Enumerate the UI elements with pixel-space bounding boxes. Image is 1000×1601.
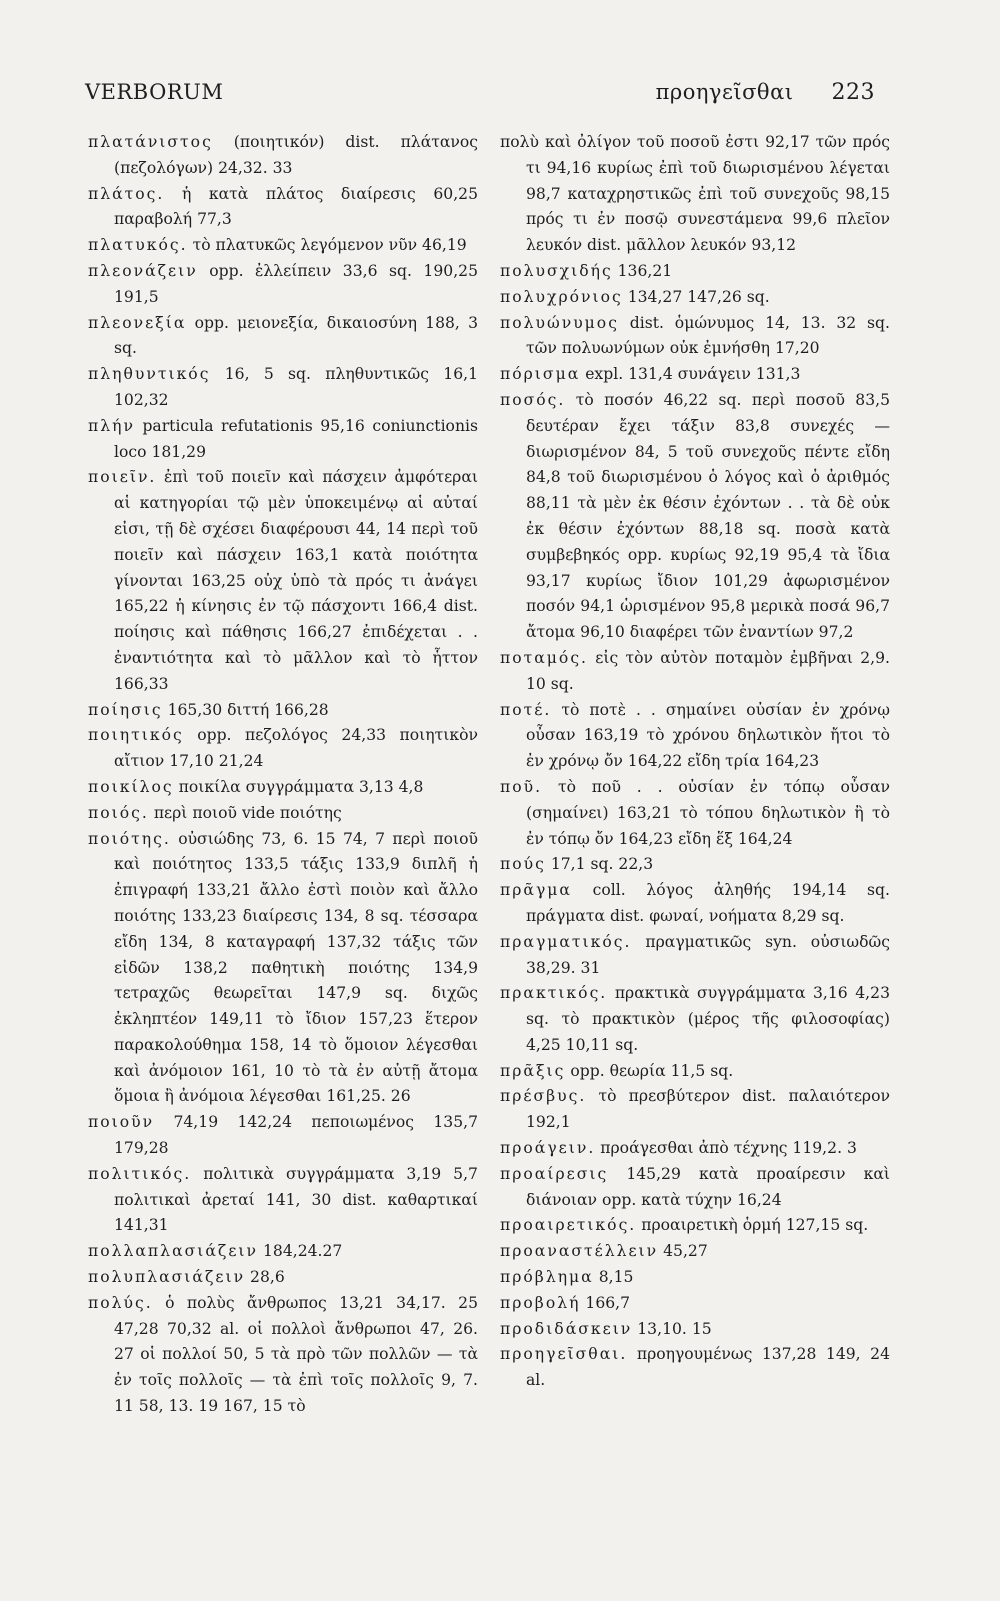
entry-lemma: ποταμός. bbox=[500, 648, 589, 667]
index-entry bbox=[500, 698, 890, 775]
entry-text: 74,19 142,24 πεποιωμένος 135,7 179,28 bbox=[114, 1113, 478, 1158]
entry-lemma: πόρισμα bbox=[500, 365, 581, 384]
entry-text: 16, 5 sq. πληθυντικῶς 16,1 102,32 bbox=[114, 365, 479, 409]
entry-lemma: πολιτικός. bbox=[88, 1164, 192, 1183]
entry-lemma: πλεονάζειν bbox=[88, 261, 198, 280]
entry-text: (ποιητικόν) dist. πλάτανος (πεζολόγων) 24,32. 33 bbox=[114, 133, 478, 177]
entry-text: ἐπὶ τοῦ ποιεῖν καὶ πάσχειν ἀμφότεραι αἱ κατηγορίαι τῷ μὲν ὑποκειμένῳ αἱ αὐταί εἰσι, τῇ δὲ σχέσει διαφέρουσι 44, 14 περὶ τοῦ ποιεῖν καὶ πάσχειν 163,1 κατὰ ποιότητα γίνονται 163,25 οὐχ ὑπὸ τὰ πρός τι ἀνάγει 165,22 ἡ κίνησις ἐν τῷ πάσχοντι 166,4 dist. ποίησις καὶ πάθησις 166,27 ἐπιδέχεται . . ἐναντιότητα καὶ τὸ μᾶλλον καὶ τὸ ἧττον 166,33 bbox=[114, 468, 478, 693]
index-entry bbox=[88, 1291, 478, 1420]
right-column bbox=[500, 130, 890, 1394]
entry-text: expl. 131,4 συνάγειν 131,3 bbox=[585, 365, 801, 384]
index-entry bbox=[500, 259, 890, 285]
index-entry bbox=[88, 1265, 478, 1291]
entry-text: particula refutationis 95,16 coniunctionis loco 181,29 bbox=[114, 416, 478, 461]
entry-lemma: πρακτικός. bbox=[500, 984, 608, 1003]
index-entry bbox=[500, 1059, 890, 1085]
entry-lemma: πολυώνυμος bbox=[500, 313, 619, 332]
entry-text: εἰς τὸν αὐτὸν ποταμὸν ἐμβῆναι 2,9. 10 sq. bbox=[526, 648, 890, 693]
entry-lemma: ποσός. bbox=[500, 390, 566, 409]
index-entry bbox=[88, 1110, 478, 1162]
entry-lemma: πολλαπλασιάζειν bbox=[88, 1242, 259, 1261]
entry-lemma: ποιεῖν. bbox=[88, 468, 157, 487]
entry-text: τὸ πλατυκῶς λεγόμενον νῦν 46,19 bbox=[192, 236, 467, 255]
index-entry bbox=[500, 1239, 890, 1265]
entry-text: 17,1 sq. 22,3 bbox=[550, 855, 654, 874]
index-entry bbox=[88, 1162, 478, 1239]
entry-text: πραγματικῶς syn. οὐσιωδῶς 38,29. 31 bbox=[526, 932, 890, 977]
entry-text: 145,29 κατὰ προαίρεσιν καὶ διάνοιαν opp. κατὰ τύχην 16,24 bbox=[526, 1164, 890, 1209]
entry-text: dist. ὁμώνυμος 14, 13. 32 sq. τῶν πολυωνύμων οὐκ ἐμνήσθη 17,20 bbox=[526, 313, 890, 358]
entry-lemma: προαιρετικός. bbox=[500, 1216, 637, 1235]
index-entry bbox=[500, 388, 890, 646]
entry-lemma: πολύς. bbox=[88, 1293, 153, 1312]
entry-lemma: προάγειν. bbox=[500, 1139, 596, 1158]
index-entry bbox=[88, 723, 478, 775]
entry-text: πρακτικὰ συγγράμματα 3,16 4,23 sq. τὸ πρακτικὸν (μέρος τῆς φιλοσοφίας) 4,25 10,11 sq. bbox=[526, 984, 890, 1054]
entry-lemma: πραγματικός. bbox=[500, 932, 632, 951]
index-entry bbox=[500, 311, 890, 363]
left-column bbox=[88, 130, 478, 1420]
entry-lemma: πλατυκός. bbox=[88, 236, 188, 255]
index-entry bbox=[500, 1162, 890, 1214]
entry-lemma: προαναστέλλειν bbox=[500, 1242, 659, 1261]
index-entry bbox=[88, 182, 478, 234]
entry-text: προηγουμένως 137,28 149, 24 al. bbox=[526, 1345, 890, 1390]
entry-lemma: πολυχρόνιος bbox=[500, 287, 623, 306]
entry-text: προαιρετικὴ ὁρμή 127,15 sq. bbox=[641, 1216, 869, 1235]
index-entry bbox=[500, 981, 890, 1058]
index-entry bbox=[88, 465, 478, 697]
index-entry bbox=[88, 130, 478, 182]
entry-text: 8,15 bbox=[598, 1268, 634, 1287]
running-head-word: προηγεῖσθαι bbox=[655, 80, 794, 104]
entry-text: τὸ ποῦ . . οὐσίαν ἐν τόπῳ οὖσαν (σημαίνει) 163,21 τὸ τόπου δηλωτικὸν ἢ τὸ ἐν τόπῳ ὄν 164,23 εἴδη ἕξ 164,24 bbox=[526, 777, 890, 848]
entry-text: οὐσιώδης 73, 6. 15 74, 7 περὶ ποιοῦ καὶ ποιότητος 133,5 τάξις 133,9 διπλῆ ἡ ἐπιγραφή 133,21 ἄλλο ἐστὶ ποιὸν καὶ ἄλλο ποιότης 133,23 διαίρεσις 134, 8 sq. τέσσαρα εἴδη 134, 8 καταγραφή 137,32 τάξις τῶν εἰδῶν 138,2 παθητικὴ ποιότης 134,9 τετραχῶς θεωρεῖται 147,9 sq. διχῶς ἐκληπτέον 149,11 τὸ ἴδιον 157,23 ἕτερον παρακολούθημα 158, 14 τὸ ὅμοιον λέγεσθαι καὶ ἀνόμοιον 161, 10 τὸ τὰ ἐν αὐτῇ ἄτομα ὅμοια ἢ ἀνόμοια λέγεσθαι 161,25. 26 bbox=[114, 829, 478, 1106]
entry-lemma: ποῦ. bbox=[500, 777, 543, 796]
entry-lemma: πρᾶξις bbox=[500, 1061, 566, 1080]
index-entry bbox=[88, 259, 478, 311]
entry-lemma: πρόβλημα bbox=[500, 1268, 594, 1287]
entry-text: 184,24.27 bbox=[262, 1242, 343, 1261]
entry-lemma: πούς bbox=[500, 855, 546, 874]
entry-text: τὸ ποτὲ . . σημαίνει οὐσίαν ἐν χρόνῳ οὖσαν 163,19 τὸ χρόνου δηλωτικὸν ἤτοι τὸ ἐν χρόνῳ ὄν 164,22 εἴδη τρία 164,23 bbox=[526, 700, 890, 771]
index-entry bbox=[500, 1342, 890, 1394]
index-entry bbox=[88, 775, 478, 801]
entry-text: περὶ ποιοῦ vide ποιότης bbox=[153, 803, 342, 822]
entry-lemma: πρᾶγμα bbox=[500, 881, 572, 900]
index-entry bbox=[500, 1317, 890, 1343]
entry-text: 45,27 bbox=[663, 1242, 708, 1261]
index-entry bbox=[500, 1265, 890, 1291]
entry-lemma: πληθυντικός bbox=[88, 365, 211, 384]
entry-lemma: πλατάνιστος bbox=[88, 133, 213, 151]
index-entry bbox=[500, 1291, 890, 1317]
entry-text: opp. θεωρία 11,5 sq. bbox=[570, 1061, 734, 1080]
entry-text: τὸ ποσόν 46,22 sq. περὶ ποσοῦ 83,5 δευτέραν ἔχει τάξιν 83,8 συνεχές — διωρισμένον 84, 5 τοῦ συνεχοῦς πέντε εἴδη 84,8 τοῦ διωρισμένου ὁ λόγος καὶ ὁ ἀριθμός 88,11 τὰ μὲν ἐκ θέσιν ἐχόντων . . τὰ δὲ οὐκ ἐκ θέσιν ἐχόντων 88,18 sq. ποσὰ κατὰ συμβεβηκός opp. κυρίως 92,19 95,4 τὰ ἴδια 93,17 κυρίως ἴδιον 101,29 ἀφωρισμένον ποσόν 94,1 ὡρισμένον 95,8 μερικὰ ποσά 96,7 ἄτομα 96,10 διαφέρει τῶν ἐναντίων 97,2 bbox=[526, 390, 890, 642]
entry-lemma: πλάτος. bbox=[88, 184, 165, 203]
index-entry bbox=[88, 311, 478, 363]
entry-lemma: πρέσβυς. bbox=[500, 1087, 587, 1106]
entry-text: opp. ἐλλείπειν 33,6 sq. 190,25 191,5 bbox=[114, 261, 478, 306]
entry-text: τὸ πρεσβύτερον dist. παλαιότερον 192,1 bbox=[526, 1087, 890, 1132]
entry-lemma: πολυσχιδής bbox=[500, 261, 613, 280]
index-entry bbox=[500, 930, 890, 982]
index-entry bbox=[500, 362, 890, 388]
entry-lemma: πολυπλασιάζειν bbox=[88, 1268, 246, 1287]
index-entry bbox=[88, 233, 478, 259]
index-entry bbox=[88, 1239, 478, 1265]
entry-lemma: προηγεῖσθαι. bbox=[500, 1345, 628, 1364]
entry-text: 136,21 bbox=[617, 261, 673, 280]
entry-text: ποικίλα συγγράμματα 3,13 4,8 bbox=[178, 777, 424, 796]
entry-lemma: ποιητικός bbox=[88, 726, 184, 745]
entry-text: 166,7 bbox=[585, 1293, 631, 1312]
index-entry bbox=[88, 414, 478, 466]
entry-lemma: ποικίλος bbox=[88, 777, 174, 796]
index-entry bbox=[88, 698, 478, 724]
index-entry bbox=[500, 130, 890, 259]
entry-lemma: ποιός. bbox=[88, 803, 149, 822]
entry-lemma: ποιότης. bbox=[88, 829, 171, 848]
index-entry bbox=[500, 775, 890, 852]
entry-text: 28,6 bbox=[250, 1268, 285, 1287]
entry-text: 13,10. 15 bbox=[637, 1319, 712, 1338]
index-entry bbox=[500, 1213, 890, 1239]
index-entry bbox=[500, 1136, 890, 1162]
entry-lemma: προβολή bbox=[500, 1293, 581, 1312]
entry-text: 134,27 147,26 sq. bbox=[627, 287, 770, 306]
entry-text: προάγεσθαι ἀπὸ τέχνης 119,2. 3 bbox=[600, 1139, 857, 1158]
entry-lemma: προδιδάσκειν bbox=[500, 1319, 633, 1338]
entry-lemma: πλεονεξία bbox=[88, 313, 187, 332]
entry-text: πολὺ καὶ ὀλίγον τοῦ ποσοῦ ἐστι 92,17 τῶν πρός τι 94,16 κυρίως ἐπὶ τοῦ διωρισμένου λέγεται 98,7 καταχρηστικῶς ἐπὶ τοῦ συνεχοῦς 98,15 πρός τι ἐν ποσῷ συνεστάμενα 99,6 πλεῖον λευκόν dist. μᾶλλον λευκόν 93,12 bbox=[500, 133, 890, 255]
index-entry bbox=[500, 852, 890, 878]
index-entry bbox=[88, 827, 478, 1111]
entry-lemma: πλήν bbox=[88, 416, 135, 435]
index-entry bbox=[88, 362, 478, 414]
index-entry bbox=[88, 801, 478, 827]
entry-lemma: ποίησις bbox=[88, 700, 163, 719]
entry-text: ὁ πολὺς ἄνθρωπος 13,21 34,17. 25 47,28 70,32 al. οἱ πολλοὶ ἄνθρωποι 47, 26. 27 οἱ πολλοί 50, 5 τὰ πρὸ τῶν πολλῶν — τὰ ἐν τοῖς πολλοῖς — τὰ ἐπὶ τοῖς πολλοῖς 9, 7. 11 58, 13. 19 167, 15 τὸ bbox=[114, 1293, 478, 1416]
index-entry bbox=[500, 285, 890, 311]
page-number: 223 bbox=[831, 80, 875, 105]
entry-text: πολιτικὰ συγγράμματα 3,19 5,7 πολιτικαὶ ἀρεταί 141, 30 dist. καθαρτικαί 141,31 bbox=[114, 1164, 478, 1235]
entry-text: coll. λόγος ἀληθής 194,14 sq. πράγματα dist. φωναί, νοήματα 8,29 sq. bbox=[526, 881, 890, 925]
entry-text: opp. μειονεξία, δικαιοσύνη 188, 3 sq. bbox=[114, 313, 478, 358]
entry-lemma: προαίρεσις bbox=[500, 1164, 609, 1183]
index-entry bbox=[500, 1084, 890, 1136]
entry-text: opp. πεζολόγος 24,33 ποιητικὸν αἴτιον 17,10 21,24 bbox=[114, 726, 478, 771]
index-entry bbox=[500, 646, 890, 698]
entry-text: 165,30 διττή 166,28 bbox=[167, 700, 329, 719]
index-entry bbox=[500, 878, 890, 930]
entry-lemma: ποτέ. bbox=[500, 700, 552, 719]
running-head-left: VERBORUM bbox=[85, 80, 224, 104]
running-head-right bbox=[656, 80, 875, 105]
entry-lemma: ποιοῦν bbox=[88, 1113, 155, 1132]
entry-text: ἡ κατὰ πλάτος διαίρεσις 60,25 παραβολή 77,3 bbox=[114, 184, 478, 229]
